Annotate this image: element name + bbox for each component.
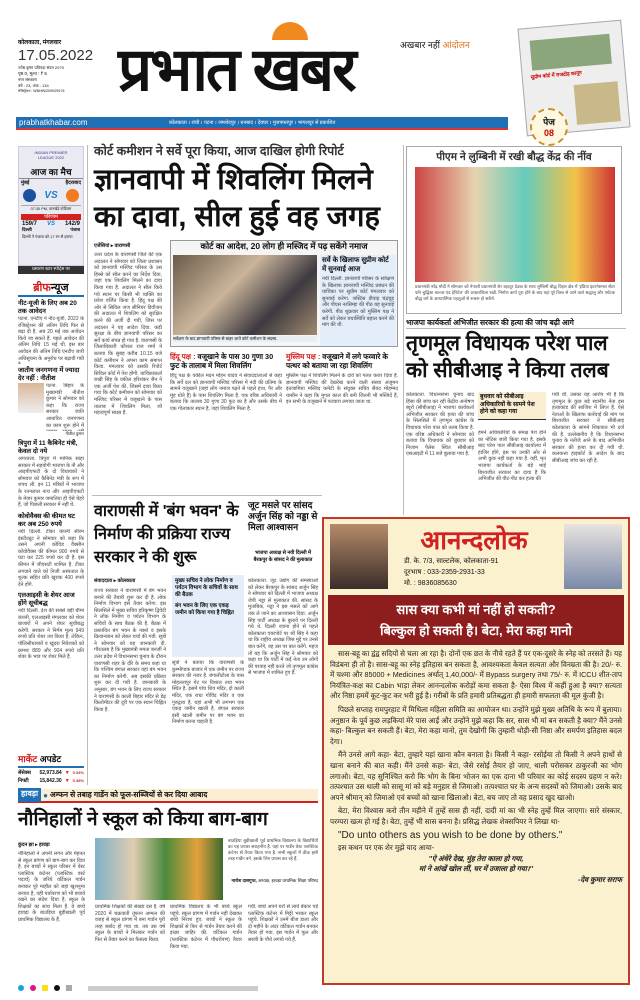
team2: हैदराबाद [65, 180, 81, 186]
color-registration-marks [18, 985, 258, 991]
brief-title-b: न्यूज [50, 282, 69, 294]
market-title-a: मार्केट [18, 754, 38, 764]
tagline-highlight: आंदोलन [442, 40, 470, 50]
quote-role: अध्यक्ष, हावड़ा प्राथमिक शिक्षा परिषद [258, 878, 318, 883]
ad-paragraph: मैंने उनसे आगे कहा- बेटा, तुम्हारे यहां खाना कौन बनाता है। किसी ने कहा- रसोईया तो किसी ने अपने हाथों से खाना बनाने की बात कही। मैंने उनसे कहा- बेटा, जैसे रसोई तैयार हो जाए, थाली परोसकर ठाकुरजी का भोग लगाओ। बेटा, यह सुनिश्चित करो कि भोग के बिना भोजन का एक दाना भी परिवार का कोई सदस्य ग्रहण न करे। तत्पश्चात उस थाली को सासू मां को बड़े मनुहार से जिमाओ। तत्पश्चात घर के अन्य सदस्यों को जिमाओ। उसके बाद अपने श्रीमान् को जिमाओ एवं बच्चों को खाना खिलाओ। बेटा, बच जाए तो वह प्रसाद खुद खाओ। [330, 750, 622, 802]
page-badge [530, 108, 568, 146]
photo-credit: नीतीश कुमार [65, 431, 84, 436]
ad-paragraph: सास-बहू का द्वंद्व सदियों से चला आ रहा है। दोनों एक छत के नीचे रहते हैं पर एक-दूसरे के स्नेह को तरसते हैं। यह विडंबना ही तो है। सास-बहू का स्नेह इतिहास बन सकता है, आवश्यकता केवल सत्यता और विनम्रता की है। 20/- रु. में चश्मा और 85000 + Medicines अर्थात् 1,40,000/- में Bypass surgery तथा 75/- रु. में ICCU शीत-ताप नियंत्रित-कक्ष का Cabin भाड़ा लेकर आनन्दलोक करोड़ों कमा सकता है- ऐसा विश्व में कहीं हुआ है क्या? सत्यता और निष्ठा हममें कूट-कूट कर भरी हुई है। गरीबों के प्रति हमारी प्रतिबद्धता ही हमारी सफलता की मूल कुंजी है। [330, 649, 622, 701]
pm-caption: प्रधानमंत्री नरेंद्र मोदी ने सोमवार को नेपाली प्रधानमंत्री शेर बहादुर देउबा के साथ लुम्बिनी बौद्ध विहार क्षेत्र में 'इंडिया इंटरनेशनल सेंटर फॉर बुद्धिस्ट कल्चर एंड हेरिटेज' की आधारशिला रखी. निर्माण कार्य पूरा होने के बाद यहां पूरे विश्व से आने वाले श्रद्धालु और पर्यटक बौद्ध धर्म के आध्यात्मिक पहलुओं से रूबरू हो सकेंगे. [415, 284, 615, 301]
index-change: 0.34% [72, 770, 84, 775]
howrah-quote: बाउड़िया बुड़ीखाली पूर्व प्राथमिक विद्यालय के विद्यार्थियों का यह प्रयास सराहनीय है. यहां पर गार्डेन वेस्ट प्लास्टिक कंटेनर से तैयार किया गया है. सभी स्कूलों में ठीक इसी तरह गार्डेन बने, इसके लिए प्रयास कर रहे हैं. [228, 838, 318, 861]
hindu-headline: वजूखाने के पास 30 गुणा 30 फुट के तालाब में मिला शिवलिंग [170, 352, 274, 370]
brief-headline: कोवोवैक्स की कीमत घट कर अब 250 रुपये [18, 513, 75, 528]
tmc-pullquote: बुधवार को सीबीआइ अधिकारियों के सामने पेश होने को कहा गया [478, 392, 546, 420]
howrah-headline: नौनिहालों ने स्कूल को किया बाग-बाग [18, 809, 268, 830]
howrah-body-2: प्राथमिक शिक्षकों की संख्या दस है. वर्ष 2020 में चक्रवाती तूफान अम्फन की वजह से स्कूल प्रांगण में बना गार्डन पूरी तरह बर्बाद हो गया था. तब उस वर्ष स्कूल के बच्चों ने मिलकर गार्डन को फिर से तैयार करने का फैसला किया. [95, 904, 165, 943]
hindu-side-story [170, 352, 282, 491]
ad-paragraph: बेटा, मेरा विश्वास करो तीन महीने में तुम्हें सास ही नहीं, दादी मां का भी स्नेह तुम्हें मिल जाएगा। सारे संस्कार, परम्परा खत्म हो गई है। बेटा, तुम्हें भी सास बनना है। प्रसिद्ध लेखक शेक्सपियर ने लिखा था- [330, 806, 622, 826]
varanasi-headline: वाराणसी में 'बंग भवन' के निर्माण की प्रक्रिया राज्य सरकार ने की शुरू [94, 503, 239, 566]
team1-logo-icon [23, 189, 36, 202]
edition-cities: कोलकाता । रांची । पटना । जमशेदपुर । धनबाद । देवघर । मुजफ्फरपुर । भागलपुर से प्रकाशित [169, 119, 336, 126]
ad-body [330, 649, 622, 885]
school-garden-photo [95, 838, 223, 900]
edition-strip [16, 117, 508, 130]
result-team1: दिल्ली [22, 227, 32, 232]
ad-banner-line: बिल्कुल हो सकती है। बेटा, मेरा कहा मानो [380, 623, 572, 638]
ipl-title: आज का मैच [19, 165, 83, 179]
nitish-photo [18, 383, 44, 413]
lead-headline: ज्ञानवापी में शिवलिंग मिलने का दावा, सील हुई वह जगह [94, 164, 380, 233]
muslim-label: मुस्लिम पक्ष : [286, 352, 321, 361]
sc-hearing-headline: सर्वे के खिलाफ सुप्रीम कोर्ट में सुनवाई आज [322, 257, 389, 273]
result-team2: पंजाब [70, 227, 80, 232]
brief-title [18, 280, 84, 297]
index-name: सेंसेक्स [18, 770, 31, 776]
howrah-body-4: गयी. बच्चे अपने घरों से लाये बेकार पड़े प्लास्टिक कंटेनर में मिट्टी भरकर स्कूल पहुंचे. शिक्षकों ने उनमें बीज डाला और दो महीने के अंदर वर्टिकल गार्डन बनकर तैयार हो गया. इस गार्डन में फूल और सब्जी के पौधे लगाये गये हैं. [248, 904, 318, 943]
varanasi-bullets [172, 575, 244, 657]
brief-body: अगरतला. त्रिपुरा में मानिक साहा सरकार में सहयोगी भाजपा के नौ और आइपीएफटी के दो विधायकों ने सोमवार को कैबिनेट मंत्री के रूप में शपथ ली. इन 11 मंत्रियों में भाजपा के रतनलाल नाथ और आइपीएफटी के मेवार कुमार जमातिया ही ऐसे चेहरे हैं, जो पिछली सरकार में नहीं थे. [18, 456, 84, 509]
brief-body: नयी दिल्ली. देश की सबसे बड़ी बीमा कंपनी, एलआइसी मंगलवार को शेयर बाजारों में अपने शेयर सूचीबद्ध करेगी. सरकार ने निर्गम मूल्य 949 रुपये प्रति शेयर तय किया है. लेकिन, पॉलिसीधारकों व खुदरा निवेशकों को क्रमशः 889 और 904 रुपये प्रति शेयर के भाव पर शेयर मिले हैं. [18, 608, 84, 661]
ad-mobile: मो. : 9836085630 [404, 580, 457, 587]
market-update [18, 752, 84, 784]
pm-headline: पीएम ने लुम्बिनी में रखी बौद्ध केंद्र की नींव [436, 151, 592, 163]
lumbini-photo [415, 167, 615, 282]
brief-item [18, 513, 84, 589]
varanasi-byline: संवाददाता ▸ कोलकाता [94, 578, 136, 584]
match-result: दिल्ली ने पंजाब को 17 रन से हराया [22, 234, 73, 239]
ad-address: डी. के. 7/3, साल्टलेक, कोलकाता-91 [404, 558, 499, 565]
broadcast-banner: प्रसारण स्टार स्पोर्ट्स पर [18, 266, 84, 274]
brief-news [18, 280, 84, 668]
ad-phone: दूरभाष : 033-2359-2931-33 [404, 569, 485, 576]
brief-body: पटना. एनटीए ने नीट-यूजी, 2022 के रजिस्ट्रेशन की अंतिम तिथि फिर से बढ़ा दी है. अब 20 मई तक आवेदन किये जा सकते हैं. पहले आवेदन की अंतिम तिथि 15 मई थी. इस बार आवेदन की अंतिम तिथि एनटीए जारी अधिसूचना के अनुरोध पर बढ़ायी गयी [18, 316, 84, 362]
masthead-dateline [18, 38, 113, 94]
tmc-body-3: गयी थी. उसका यह आरोप भी है कि तृणमूल के कुछ बड़े स्थानीय नेता इस हत्याकांड की साजिश में लिप्त हैं. ऐसे नेताओं के खिलाफ कार्रवाई की मांग पर बिश्वजीत सरकार ने सीबीआइ कोलकाता के सामने शिकायत भी दर्ज की है. उल्लेखनीय है कि विधानसभा चुनाव के नतीजे आने के बाद अभिजीत सरकार की हत्या कर दी गयी थी. कलकत्ता हाइकोर्ट के आदेश के बाद सीबीआइ जांच कर रही है. [552, 392, 624, 464]
tmc-headline: तृणमूल विधायक परेश पाल को सीबीआइ ने किया तलब [406, 332, 609, 382]
masthead-logo: प्रभात खबर [118, 36, 355, 103]
quote-author: नारोश दासगुप्त, [231, 878, 257, 883]
ad-banner [328, 595, 624, 645]
market-row [18, 770, 84, 776]
varanasi-bullet: बंग भवन के लिए एक एकड़ जमीन को किया गया है चिह्नित [175, 603, 234, 616]
ad-intro: इस कथन पर एक शेर मुझे याद आया- [338, 843, 435, 853]
tagline [400, 38, 470, 51]
issue-date: 17.05.2022 [18, 47, 94, 64]
vs-label: VS [44, 189, 58, 201]
down-arrow-icon: ▼ [64, 778, 70, 784]
photo-caption: सर्वेक्षण के बाद ज्ञानवापी परिसर से बाहर आते कोर्ट कमीशन के सदस्य. [173, 336, 317, 342]
ad-paragraph: पिछले सप्ताह रामपुरहाट में मिथिला महिला समिति का आयोजन था। उन्होंने मुझे मुख्य अतिथि के रूप में बुलाया। अनुष्ठान के पूर्व कुछ लड़कियां मेरे पास आईं और उन्होंने मुझे कहा कि सर, सास भी मां बन सकती है क्या? मैंने उनसे कहा- बिल्कुल बन सकती हैं। बेटा, मेरा कहा मानो, तुम देखोगी कि तुम्हारी थोड़ी-सी निष्ठा और समर्पण इतिहास बदल देगा। [330, 704, 622, 746]
howrah-label: हावड़ा [18, 788, 41, 802]
pm-story-box [406, 146, 622, 314]
howrah-kicker: अम्फन से तबाह गार्डेन को फूल-सब्जियों से कर दिया आबाद [49, 790, 208, 799]
match-time: 07:30 PM, वानखेड़े स्टेडियम [21, 205, 81, 212]
ad-banner-line: सास क्या कभी मां नहीं हो सकती? [396, 602, 556, 617]
ipl-box [18, 146, 84, 266]
brief-headline: एलआइसी के शेयर आज होंगे सूचीबद्ध [18, 592, 75, 607]
market-row [18, 778, 84, 784]
muslim-side-story [286, 352, 398, 491]
brief-headline: नीट-यूजी के लिए अब 20 तक आवेदन [18, 300, 77, 315]
lead-kicker: कोर्ट कमीशन ने सर्वे पूरा किया, आज दाखिल होगी रिपोर्ट [94, 144, 344, 158]
lead-byline: एजेंसियां ▸ वाराणसी [94, 243, 131, 249]
varanasi-bullet: मुख्य सचिव ने लोक निर्माण व पर्यटन विभाग के सचिवों के साथ की बैठक [175, 578, 238, 598]
brief-headline: जातीय जनगणना में ज्यादा देर नहीं : नीतीश [18, 367, 80, 382]
ipl-logo: INDIAN PREMIER LEAGUE 2022 [34, 150, 68, 160]
index-value: 52,973.84 [39, 770, 62, 776]
tmc-kicker: भाजपा कार्यकर्ता अभिजीत सरकार की हत्या की जांच बढ़ी आगे [406, 318, 626, 329]
bullet-icon: ● [43, 790, 48, 800]
city-day: कोलकाता, मंगलवार [18, 40, 62, 46]
advertiser-photo-left [330, 524, 388, 589]
brief-item [18, 440, 84, 510]
tagline-text: अखबार नहीं [400, 40, 440, 50]
result-label: परिणाम [21, 214, 81, 220]
jute-bullet: भाजपा अध्यक्ष से नयी दिल्ली में बैरकपुर के सांसद ने की मुलाकात [253, 550, 313, 563]
edition: नगर संस्करण [18, 77, 38, 82]
registration: रजिस्ट्रेशन : WBHIN/2009/29176 [18, 89, 65, 93]
score2: 142/9 [64, 221, 80, 227]
down-arrow-icon: ▼ [64, 770, 70, 776]
ad-brand: आनन्दलोक [420, 525, 528, 555]
photo-box-title: कोर्ट का आदेश, 20 लोग ही मस्जिद में पढ़ सकेंगे नमाज [200, 241, 368, 251]
brief-title-a: ब्रीफ [33, 282, 51, 294]
brief-item [18, 300, 84, 364]
anandlok-advertisement [322, 517, 630, 985]
muslim-body: मुस्लिम पक्ष ने शिवलिंग मिलने के दावे को गलत करार दिया है. ज्ञानवापी मस्जिद की देखरेख करने वाली संस्था अंजुमन इंतजामिया मस्जिद कमेटी के संयुक्त सचिव सैयद मोहम्मद यासीन ने कहा कि मुगल काल की बनी जितनी भी मस्जिदें हैं, इन सभी के वजूखाने में फव्वारा लगाया जाता था. [286, 373, 398, 406]
ad-couplet: मां ने आंखें खोल लीं, घर में उजाला हो गया।'' [419, 864, 533, 874]
index-change: 0.38% [72, 778, 84, 783]
ad-couplet: ''ऐ अंधेरे देख, मुंह तेरा काला हो गया, [428, 853, 524, 863]
muslim-headline: वजूखाने में लगे फव्वारे के पत्थर को बताया जा रहा शिवलिंग [286, 352, 388, 370]
sc-hearing-body: नयी दिल्ली. ज्ञानवापी परिसर के सर्वेक्षण के खिलाफ ज्ञानवापी मस्जिद प्रबंधन की याचिका पर सुप्रीम कोर्ट मंगलवार को सुनवाई करेगा. जस्टिस डीवाइ चंद्रचूड़ और पीएस नरसिम्हा की पीठ यह सुनवाई करेगी. पीठ शुक्रवार को मुस्लिम पक्ष ने सर्वे को लेकर यथास्थिति बहाल करने की मांग की थी. [322, 276, 394, 329]
jute-body: कोलकाता. जूट उद्योग की समस्याओं को लेकर बैरकपुर के सांसद अर्जुन सिंह ने सोमवार को दिल्ली में भाजपा अध्यक्ष जेपी नड्डा से मुलाकात की. सांसद के मुताबिक, नड्डा ने इस मसले को आगे तक ले जाने का आश्वासन दिया. अर्जुन सिंह पार्टी अध्यक्ष के बुलावे पर दिल्ली गये थे. दिल्ली रवाना होने से पहले कोलकाता एयरपोर्ट पर श्री सिंह ने कहा था कि राष्ट्रीय अध्यक्ष जिस मुद्दे पर उनसे बात करेंगे, वह उस पर बात करेंगे. महज तो यह कि अर्जुन सिंह ने सोमवार को कहा था कि पार्टी में कई नेता उन लोगों की परवाह नहीं करते जो तृणमूल कांग्रेस से भाजपा में शामिल हुए हैं. [248, 578, 318, 677]
ad-signature: -देव कुमार सराफ [577, 874, 622, 884]
team1: मुंबई [21, 180, 30, 186]
howrah-kicker-bar [18, 789, 318, 803]
tmc-body-1: कोलकाता. विधानसभा चुनाव बाद हिंसा की जांच कर रही केंद्रीय अन्वेषण ब्यूरो (सीबीआइ) ने भाजपा कार्यकर्ता अभिजीत सरकार की हत्या की जांच के सिलसिले में तृणमूल कांग्रेस के विधायक परेश पाल को तलब किया है. एक वरिष्ठ अधिकारी ने सोमवार को बताया कि विधायक को बुधवार को निजाम पैलेस स्थित सीबीआइ एसआइटी में 11 बजे बुलाया गया है. [406, 392, 474, 458]
ad-quote: "Do unto others as you wish to be done by others." [338, 829, 563, 841]
team2-logo-icon [66, 189, 79, 202]
hindu-label: हिंदू पक्ष : [170, 352, 196, 361]
hindu-body: हिंदू पक्ष के वकील मदन मोहन यादव ने संवाददाताओं से कहा कि सर्वे दल को ज्ञानवापी मस्जिद परिसर में नंदी की प्रतिमा के सामने वजूखाने (जहां लोग नमाज पढ़ने से पहले हाथ, पैर और मुंह धोते हैं) के पास शिवलिंग मिला है. एक वरिष्ठ अधिकारी ने बताया कि तालाब 30 गुणा 30 फुट का है और उसके बीच में एक गोलाकार स्थान है, जहां शिवलिंग मिला है. [170, 373, 282, 412]
court-commission-photo [173, 255, 317, 335]
lead-body: उत्तर प्रदेश के वाराणसी जिले की एक अदालत ने सोमवार को जिला प्रशासन को ज्ञानवापी मस्जिद परिसर के उस हिस्से को सील करने का निर्देश दिया, जहां एक शिवलिंग मिलने का दावा किया गया है. अदालत ने सील किये गये स्थान पर किसी भी व्यक्ति का प्रवेश वर्जित किया है. हिंदू पक्ष की ओर से सिविल जज सीनियर डिवीजन की अदालत में शिवलिंग को सुरक्षित करने की अर्जी दी गयी, जिस पर अदालत ने यह आदेश दिया. कड़ी सुरक्षा के बीच ज्ञानवापी परिसर का सर्वे कार्य संपन्न हो गया है. वाराणसी के जिलाधिकारी कौशल राज शर्मा ने बताया कि सुबह करीब 10.15 बजे कोर्ट कमीशन ने अपना काम समाप्त किया. मंगलवार को उसकी रिपोर्ट सिविल कोर्ट में पेश होगी. याचिकाकर्ता राखी सिंह के वकील हरिशंकर जैन ने एक अर्जी पेश की, जिसमें दावा किया गया कि कोर्ट कमीशन को सोमवार को मस्जिद परिसर में वजूखाने के पास तालाब में शिवलिंग मिला, जो महत्वपूर्ण साक्ष्य है. [94, 252, 162, 417]
varanasi-body-1: राज्य सरकार ने वाराणसी में बंग भवन बनाने की तैयारी शुरू कर दी है. लोक निर्माण विभाग इसे तैयार करेगा. इस सिलसिले में मुख्य सचिव हरिकृष्ण द्विवेदी ने लोक निर्माण व पर्यटन विभाग के सचिवों के साथ बैठक की है. बैठक में प्रस्तावित बंग भवन के नक्शे व इसके क्रियान्वयन को लेकर चर्चा की गयी. सूत्रों ने सोमवार को यह जानकारी दी. गौरतलब है कि मुख्यमंत्री ममता बनर्जी ने उत्तर प्रदेश में विधानसभा चुनाव के दौरान वाराणसी शहर के दौरे के समय कहा था कि पश्चिम बंगाल सरकार वहां बंग भवन का निर्माण करेगी. अब इसकी प्रक्रिया शुरू कर दी गयी है. जानकारी के अनुसार, बंग भवन के लिए राज्य सरकार ने वाराणसी के काली बिहार मंदिर से डेढ़ किलोमीटर की दूरी पर एक स्थान चिह्नित किया है. [94, 588, 166, 713]
brief-headline: त्रिपुरा में 11 कैबिनेट मंत्री, केवल दो नये [18, 440, 78, 455]
jute-headline: जूट मसले पर सांसद अर्जुन सिंह को नड्डा से मिला आश्वासन [248, 500, 318, 532]
score1: 159/7 [22, 221, 38, 227]
lead-photo-box [170, 240, 398, 347]
brief-item [18, 592, 84, 668]
website-link[interactable]: prabhatkhabar.com [19, 118, 88, 127]
brief-item [18, 367, 84, 437]
index-name: निफ्टी [18, 778, 29, 784]
page-number: 08 [543, 128, 554, 138]
varanasi-body-2: सूत्रों ने बताया कि वाराणसी के कुम्भीपाक बाजार में एक जमीन पर राज्य सरकार की नजर है. बंगालीटोला के पास मोहल्लापुर गेट पर विशाल तथा भवन स्थित है. इसमें पांच शिव मंदिर, दो काली मंदिर, एक राधा गोविंद मंदिर व एक गुरुद्वारा है. यहां अभी भी लगभग एक एकड़ जमीन खाली है. बंगाल सरकार इसी खाली जमीन पर बंग भवन का निर्माण करना चाहती है. [172, 660, 244, 726]
howrah-body-3: प्राथमिक विद्यालय के भी बच्चे स्कूल पहुंचे. स्कूल प्रांगण में गार्डन नहीं देखकर बच्चे निराश हुए. बच्चों ने स्कूल के शिक्षकों से फिर से गार्डन तैयार करने की इच्छा जाहिर की. वर्टिकल गार्डन (प्लास्टिक कंटेनर में पौधरोपण) तैयार किया गया. [170, 904, 242, 950]
tmc-body-2: हमने अधिकारियों के समक्ष पेश होने का नोटिस जारी किया गया है. इसके बाद परेश पाल सीबीआइ कार्यालय में हाजिर होंगे, इस पर उनकी ओर से अभी कुछ नहीं कहा गया है. वहीं, मृत भाजपा कार्यकर्ता के बड़े भाई बिश्वजीत सरकार का दावा है कि अभिजीत की पीट-पीट कर हत्या की [478, 430, 546, 483]
brief-body: नयी दिल्ली. टीका कंपनी सीरम इंस्टीट्यूट ने सोमवार को कहा कि उसने अपनी कोविड वैक्सीन कोवोवैक्स की कीमत 900 रुपये से घटा कर 225 रुपये कर दी है. इस कीमत में जीएसटी शामिल है. टीका लगवाने वाले को निजी अस्पताल के शुल्क सहित प्रति खुराक 400 रुपये देने होंगे. [18, 529, 84, 588]
index-value: 15,842.30 [39, 778, 62, 784]
brief-body: पटना. बिहार के मुख्यमंत्री नीतीश कुमार ने सोमवार को कहा कि राज्य सरकार जाति आधारित जनगणना का काम शुरू होने में [46, 383, 84, 429]
panchang: ज्येष्ठ कृष्ण प्रतिपदा संवत 2079 [18, 65, 64, 70]
vs-label-2: VS [46, 221, 55, 227]
advertiser-photo-right [564, 524, 622, 589]
howrah-byline: कुंदन झा ▸ हावड़ा [18, 842, 50, 848]
market-title-b: अपडेट [39, 754, 62, 764]
thumbnail-headline: सुप्रीम कोर्ट में राजद्रोह कानून [530, 70, 582, 81]
page-badge-label: पेज [543, 117, 555, 127]
howrah-quote-box [228, 838, 318, 900]
pages-price: पृष्ठ 0, मूल्य : ₹ 5 [18, 71, 47, 76]
howrah-body-1: नौनिहालों ने अपनी लगन और मेहनत से स्कूल प्रांगण को बाग-बाग कर दिया है. इन बच्चों ने स्कूल परिसर में वेस्ट प्लास्टिक कंटेनर (प्लास्टिक वर्स्ट पदार्थ) के जरिये वर्टिकल गार्डन बनाकर पूरे माहौल को जहां खुशनुमा बनाया है, वहीं पर्यावरण को भी बचाये रखने का संदेश दिया है. स्कूल के शिक्षकों का साथ मिला है. ये बच्चे हावड़ा के बाउड़िया बुड़ीखाली पूर्व प्राथमिक विद्यालय के हैं. [18, 851, 85, 923]
volume: वर्ष : 23, अंक : 134 [18, 83, 49, 88]
